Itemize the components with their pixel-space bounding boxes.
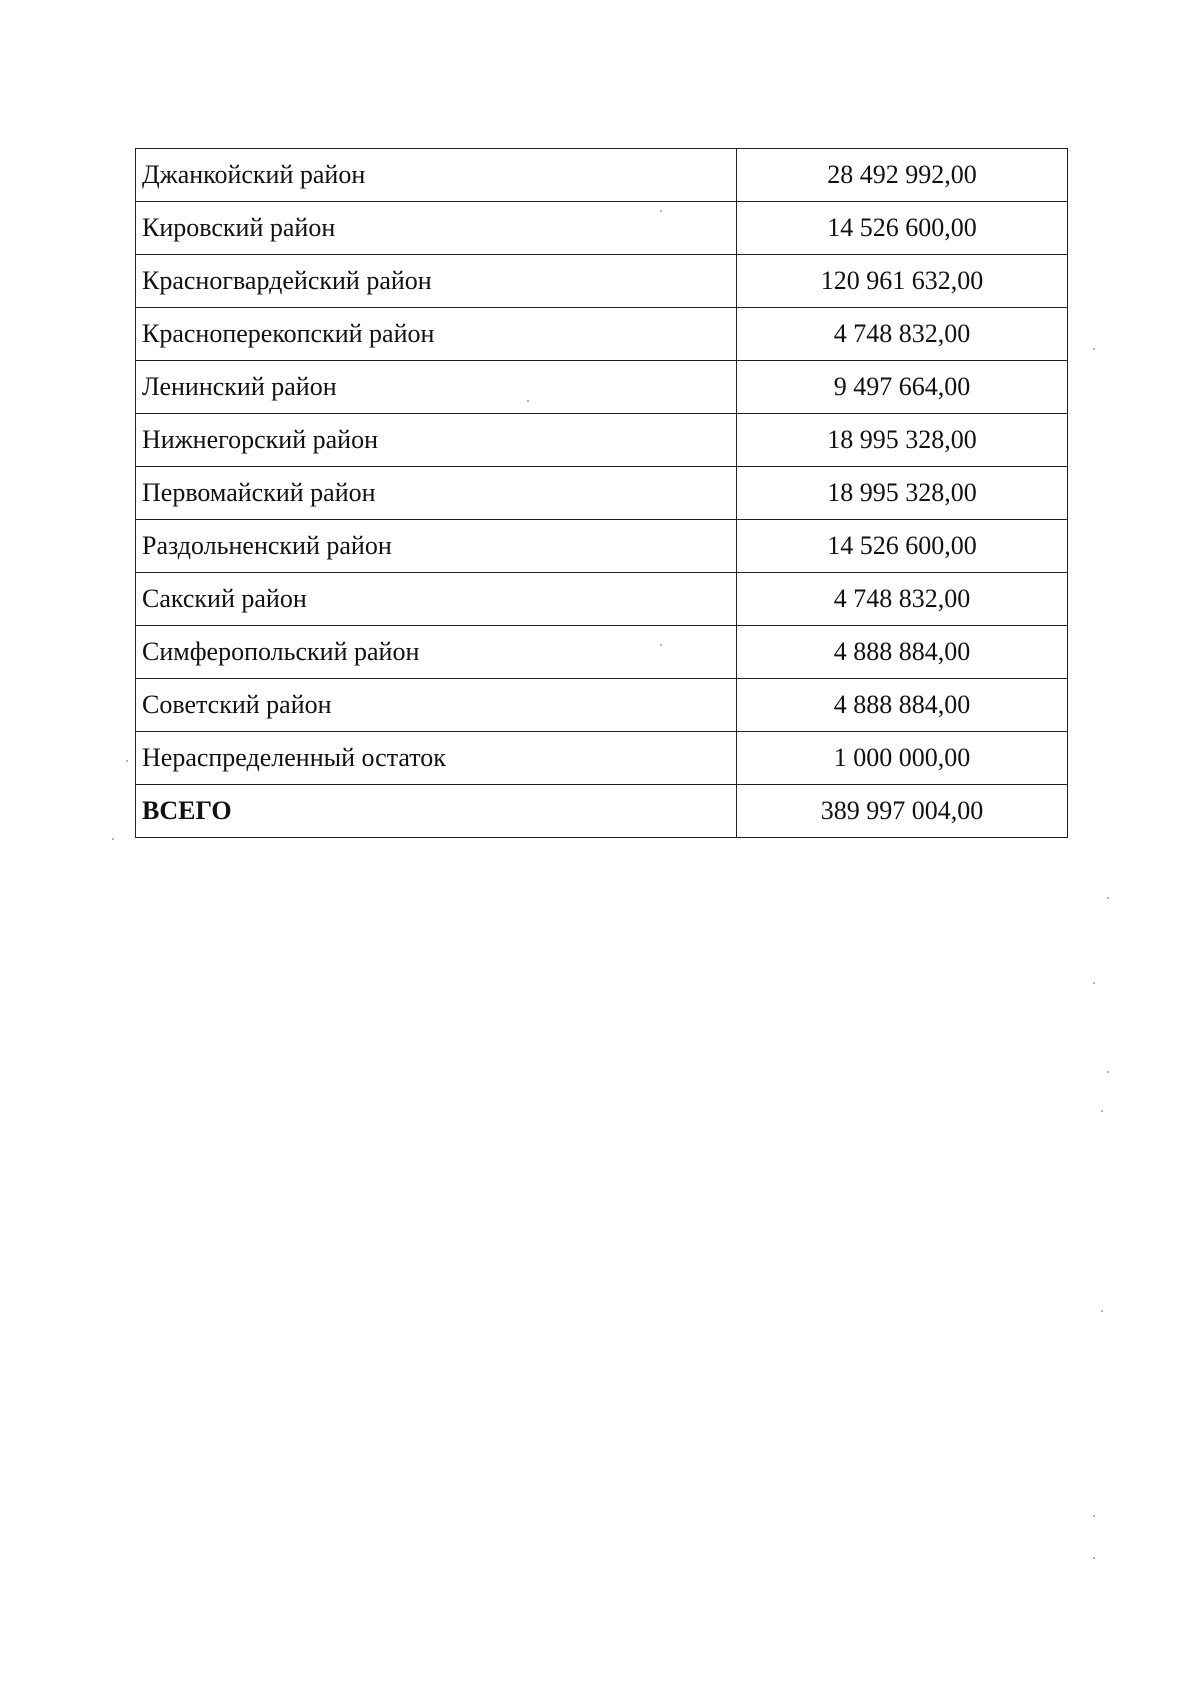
scan-speck — [1093, 1557, 1095, 1559]
district-amount: 4 748 832,00 — [737, 573, 1068, 626]
district-name: Советский район — [136, 679, 737, 732]
table-row — [136, 679, 1068, 732]
scan-speck — [660, 210, 662, 212]
scan-speck — [1101, 1310, 1103, 1312]
table-row — [136, 255, 1068, 308]
table-row — [136, 361, 1068, 414]
total-label: ВСЕГО — [136, 785, 737, 838]
district-amount: 14 526 600,00 — [737, 202, 1068, 255]
table-row — [136, 520, 1068, 573]
scan-speck — [1101, 1110, 1103, 1112]
district-name: Раздольненский район — [136, 520, 737, 573]
district-amount: 4 888 884,00 — [737, 679, 1068, 732]
table-row — [136, 149, 1068, 202]
district-amount: 18 995 328,00 — [737, 414, 1068, 467]
district-amount: 18 995 328,00 — [737, 467, 1068, 520]
district-amount: 9 497 664,00 — [737, 361, 1068, 414]
district-amount: 28 492 992,00 — [737, 149, 1068, 202]
scan-speck — [1107, 1071, 1109, 1073]
district-amount: 4 888 884,00 — [737, 626, 1068, 679]
table-row — [136, 414, 1068, 467]
district-name: Джанкойский район — [136, 149, 737, 202]
district-amount: 4 748 832,00 — [737, 308, 1068, 361]
table-row — [136, 573, 1068, 626]
district-amount: 14 526 600,00 — [737, 520, 1068, 573]
scan-speck — [1107, 897, 1109, 899]
table-row — [136, 732, 1068, 785]
scan-speck — [1093, 348, 1095, 350]
total-row — [136, 785, 1068, 838]
district-name: Первомайский район — [136, 467, 737, 520]
total-amount: 389 997 004,00 — [737, 785, 1068, 838]
scan-speck — [527, 400, 529, 402]
district-amount: 1 000 000,00 — [737, 732, 1068, 785]
table-row — [136, 467, 1068, 520]
district-name: Красноперекопский район — [136, 308, 737, 361]
table-row — [136, 202, 1068, 255]
distribution-table — [135, 148, 1068, 838]
table-row — [136, 308, 1068, 361]
scan-speck — [1093, 1515, 1095, 1517]
district-name: Симферопольский район — [136, 626, 737, 679]
district-name: Нижнегорский район — [136, 414, 737, 467]
scan-speck — [112, 838, 114, 840]
district-name: Кировский район — [136, 202, 737, 255]
district-name: Сакский район — [136, 573, 737, 626]
district-amount: 120 961 632,00 — [737, 255, 1068, 308]
district-name: Нераспределенный остаток — [136, 732, 737, 785]
district-name: Красногвардейский район — [136, 255, 737, 308]
district-name: Ленинский район — [136, 361, 737, 414]
scan-speck — [660, 644, 662, 646]
scan-speck — [1093, 982, 1095, 984]
scan-speck — [126, 760, 128, 762]
table-row — [136, 626, 1068, 679]
